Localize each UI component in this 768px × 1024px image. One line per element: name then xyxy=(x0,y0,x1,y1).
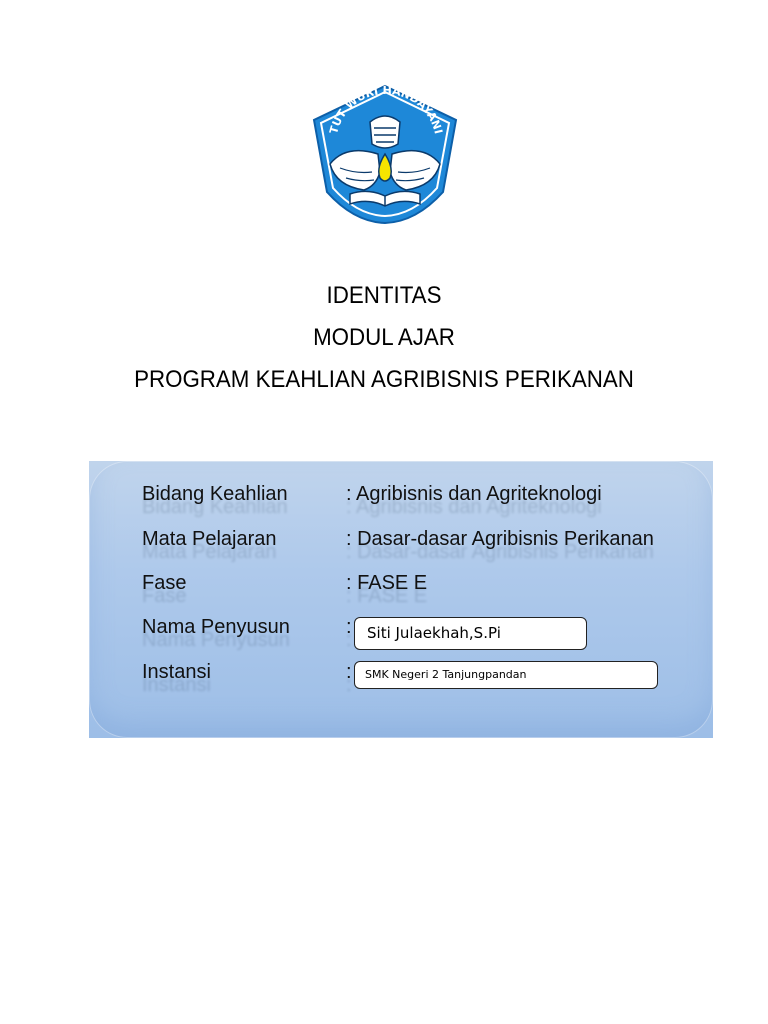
tut-wuri-handayani-logo xyxy=(306,82,464,227)
title-modul-ajar: MODUL AJAR xyxy=(313,324,455,351)
value-fase: : FASE E xyxy=(346,572,428,594)
value-mata-pelajaran: : Dasar-dasar Agribisnis Perikanan xyxy=(346,528,654,550)
label-instansi: Instansi xyxy=(142,661,211,683)
title-identitas: IDENTITAS xyxy=(326,282,442,309)
label-mata-pelajaran: Mata Pelajaran xyxy=(142,528,277,550)
logo-motto: TUT WURI HANDAYANI xyxy=(327,83,445,136)
colon-nama-penyusun: : xyxy=(346,616,352,638)
colon-instansi: : xyxy=(346,661,352,683)
label-fase: Fase xyxy=(142,572,187,594)
label-nama-penyusun: Nama Penyusun xyxy=(142,616,290,638)
value-bidang-keahlian: : Agribisnis dan Agriteknologi xyxy=(346,483,602,505)
institution-box: SMK Negeri 2 Tanjungpandan xyxy=(354,661,658,689)
author-name-box: Siti Julaekhah,S.Pi xyxy=(354,617,587,650)
title-program-keahlian: PROGRAM KEAHLIAN AGRIBISNIS PERIKANAN xyxy=(134,366,634,393)
label-bidang-keahlian: Bidang Keahlian xyxy=(142,483,288,505)
